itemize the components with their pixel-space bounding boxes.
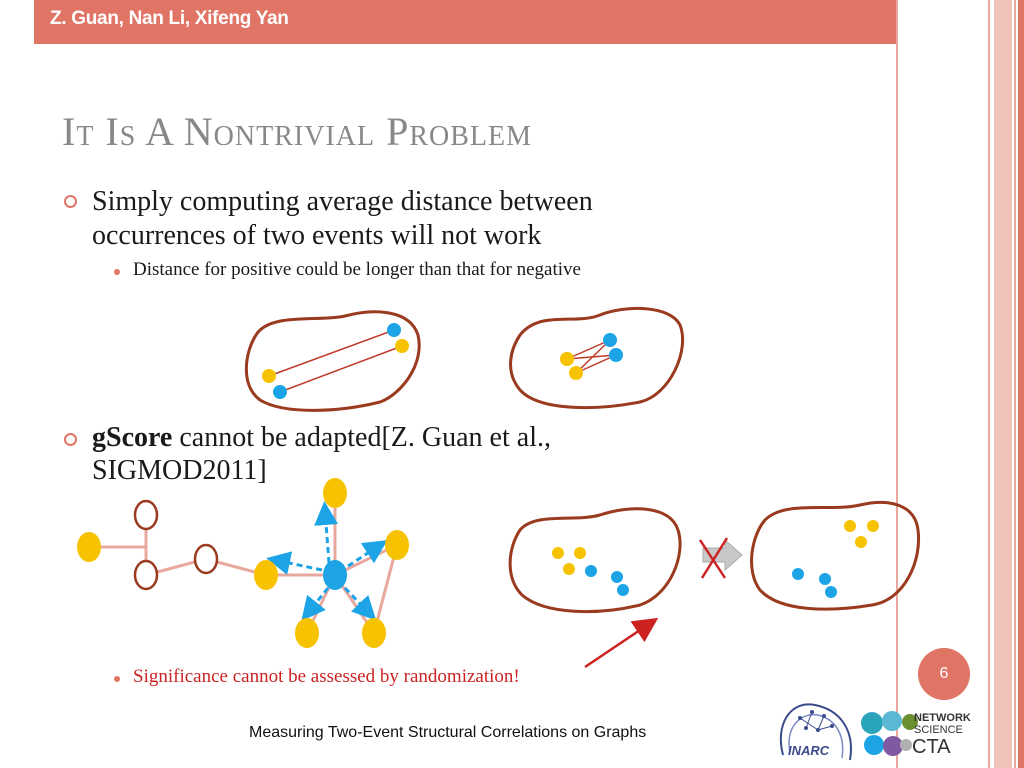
blue-node xyxy=(792,568,804,580)
red-pointer-arrow xyxy=(585,622,652,667)
distance-edge xyxy=(269,330,394,376)
page-number: 6 xyxy=(939,665,949,682)
yellow-node xyxy=(569,366,583,380)
yellow-node xyxy=(552,547,564,559)
bullet-1-line-1: Simply computing average distance between xyxy=(92,186,593,217)
blue-node xyxy=(603,333,617,347)
page-number-badge xyxy=(918,648,970,700)
network-logo-line-3: CTA xyxy=(912,736,951,758)
bullet-1-line-2: occurrences of two events will not work xyxy=(92,220,542,251)
yellow-node xyxy=(844,520,856,532)
blue-node xyxy=(617,584,629,596)
yellow-node xyxy=(867,520,879,532)
bullet-2-rest: cannot be adapted[Z. Guan et al., xyxy=(172,422,551,453)
slide-title: It Is A Nontrivial Problem xyxy=(62,109,533,154)
blue-node xyxy=(387,323,401,337)
bullet-2-line-2: SIGMOD2011] xyxy=(92,455,267,486)
yellow-node xyxy=(855,536,867,548)
blue-node xyxy=(819,573,831,585)
network-science-logo-icon xyxy=(861,711,918,756)
graph-blob xyxy=(510,509,680,612)
yellow-node xyxy=(574,547,586,559)
blue-node xyxy=(273,385,287,399)
footer-title: Measuring Two-Event Structural Correlations on Graphs xyxy=(249,724,647,741)
blue-node xyxy=(585,565,597,577)
gscore-bold: gScore xyxy=(92,422,173,453)
sub-bullet-1: Distance for positive could be longer than that for negative xyxy=(133,259,581,280)
yellow-node xyxy=(563,563,575,575)
graph-blob xyxy=(511,308,683,407)
yellow-node xyxy=(262,369,276,383)
distance-edge xyxy=(280,346,402,392)
blue-node xyxy=(609,348,623,362)
blue-node xyxy=(825,586,837,598)
yellow-node xyxy=(395,339,409,353)
sub-bullet-2: Significance cannot be assessed by randomization! xyxy=(133,666,520,687)
gscore-graph xyxy=(77,478,409,648)
blue-node xyxy=(611,571,623,583)
inarc-logo-text: INARC xyxy=(788,743,830,758)
header-authors: Z. Guan, Nan Li, Xifeng Yan xyxy=(50,8,289,29)
yellow-node xyxy=(560,352,574,366)
network-logo-line-2: SCIENCE xyxy=(914,724,963,736)
network-logo-line-1: NETWORK xyxy=(914,712,971,724)
